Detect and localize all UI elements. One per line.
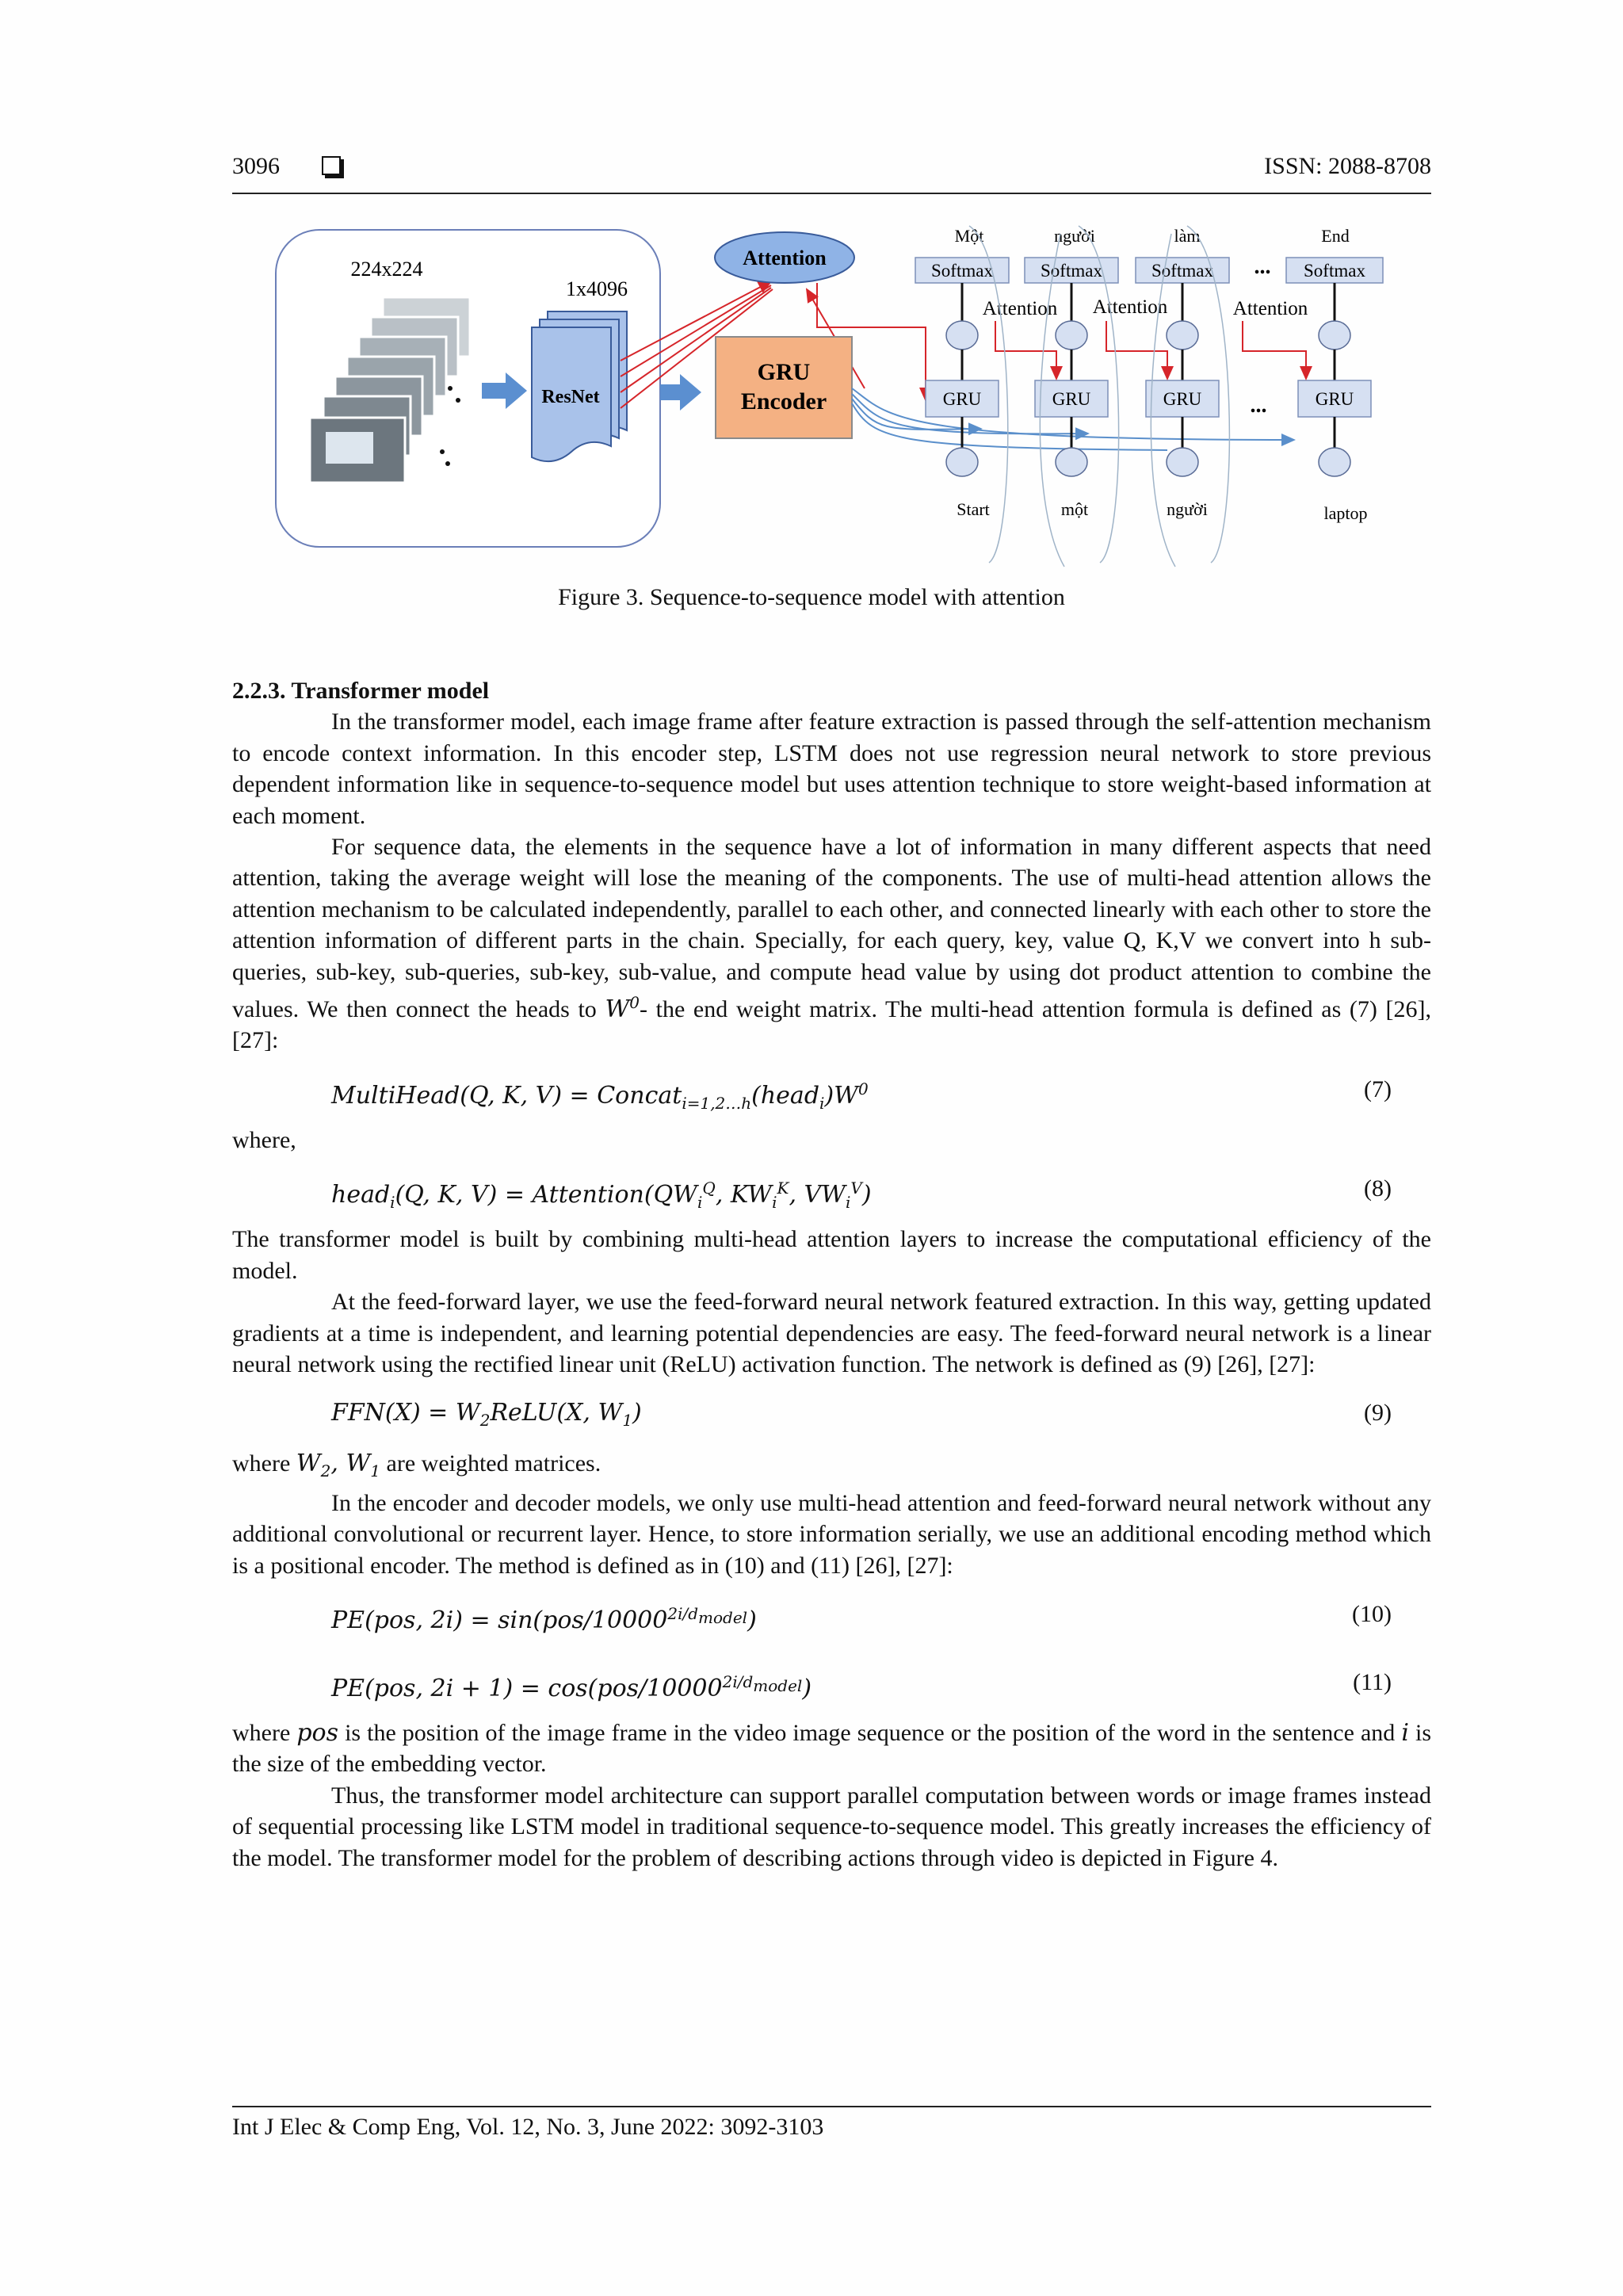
svg-text:End: End	[1321, 226, 1350, 246]
figure-caption: Figure 3. Sequence-to-sequence model with attention	[558, 584, 1065, 610]
equation-10: PE(pos, $2i) = \sin(pos/10000^{2i/d_{model}})$ (10)	[232, 1581, 1431, 1649]
attention-step-3: Attention	[1232, 298, 1308, 319]
page-footer: Int J Elec & Comp Eng, Vol. 12, No. 3, June 2022: 3092-3103	[232, 2106, 1431, 2141]
decoder-column-2	[1025, 226, 1118, 519]
page-number: 3096	[232, 153, 280, 179]
gru-encoder	[716, 337, 852, 438]
svg-text:GRU: GRU	[1315, 389, 1354, 409]
paragraph-3: The transformer model is built by combining multi-head attention layers to increase the computational efficiency of the model.	[232, 1226, 1431, 1284]
feature-size-label: 1x4096	[566, 277, 628, 300]
where-weights: where $W_2$, $W_1$ are weighted matrices.	[232, 1450, 601, 1481]
svg-text:GRU: GRU	[942, 389, 982, 409]
svg-text:Softmax: Softmax	[931, 261, 993, 281]
svg-text:người: người	[1054, 226, 1095, 246]
equation-number: (11)	[1353, 1668, 1392, 1695]
svg-text:Một: Một	[954, 226, 984, 246]
svg-text:làm: làm	[1174, 226, 1201, 246]
paragraph-4: At the feed-forward layer, we use the feed-forward neural network featured extraction. In this way, getting updated gradients at a time is independent, and learning potential dependencies are easy. The feed-forward neural network is a linear neural network using the rectified linear unit (ReLU) activation function. The network is defined as (9) [26], [27]:	[232, 1289, 1431, 1377]
svg-text:ResNet: ResNet	[541, 387, 600, 407]
section-heading: 2.2.3. Transformer model	[232, 678, 490, 704]
svg-text:Softmax: Softmax	[1151, 261, 1213, 281]
equation-11: PE(pos, $2i + 1) = \cos(pos/10000^{2i/d_{model}})$ (11)	[232, 1649, 1431, 1717]
svg-text:Softmax: Softmax	[1304, 261, 1365, 281]
svg-text:GRU: GRU	[1163, 389, 1202, 409]
svg-text:laptop: laptop	[1323, 503, 1368, 523]
paragraph-2: For sequence data, the elements in the sequence have a lot of information in many different aspects that need attention, taking the average weight will lose the meaning of the components. The use of multi-head attention allows the attention mechanism to be calculated independently, parallel to each other, and connected linearly with each other to store the attention information of different parts in the chain. Specially, for each query, key, value Q, K,V we convert into h sub-queries, sub-key, sub-queries, sub-key, sub-value, and compute head value by using dot product attention to combine the values. We then connect the heads to $W^0-$ the end weight matrix. The multi-head attention formula is defined as (7) [26], [27]:	[232, 834, 1431, 1054]
attention-step-1: Attention	[982, 298, 1058, 319]
issn: ISSN: 2088-8708	[1264, 153, 1431, 179]
where-label: where,	[232, 1126, 296, 1153]
section-body	[232, 675, 1431, 1874]
attention-label: Attention	[743, 246, 827, 269]
svg-text:GRU: GRU	[1052, 389, 1091, 409]
figure-3	[232, 210, 1431, 575]
equation-9: $FFN(X) = W_2ReLU(X$, $W_1$) (9)	[331, 1399, 1392, 1431]
equation-number: (7)	[1364, 1075, 1392, 1102]
equation-8: head$_i$(Q, K, $V) = Attention(QW_i^Q$, $KW_i^K$, $VW_i^V$) (8)	[232, 1156, 1431, 1224]
page-header	[232, 153, 1431, 194]
paragraph-5: In the encoder and decoder models, we only use multi-head attention and feed-forward neural network without any additional convolutional or recurrent layer. Hence, to store information serially, we use an additional encoding method which is a positional encoder. The method is defined as in (10) and (11) [26], [27]:	[232, 1489, 1431, 1579]
svg-text:một: một	[1060, 499, 1089, 519]
ellipsis-middle: ...	[1250, 393, 1267, 418]
paragraph-1: In the transformer model, each image frame after feature extraction is passed through the self-attention mechanism to encode context information. In this encoder step, LSTM does not use regression neural network to store previous dependent information like in sequence-to-sequence model but uses attention technique to store weight-based information at each moment.	[232, 709, 1431, 829]
svg-text:Start: Start	[957, 499, 990, 519]
equation-number: (8)	[1364, 1175, 1392, 1202]
equation-number: (9)	[1364, 1400, 1392, 1427]
equation-number: (10)	[1352, 1600, 1392, 1627]
checkbox-square-icon	[322, 156, 341, 175]
attention-step-2: Attention	[1092, 296, 1168, 318]
gru-encoder-line1: GRU	[757, 359, 811, 385]
equation-7: MultiHead(Q, K, $V) = Concat_{i=1,2\dots h}(head_i)W^0$ (7)	[232, 1056, 1431, 1125]
gru-encoder-line2: Encoder	[740, 388, 827, 415]
svg-text:người: người	[1167, 499, 1208, 519]
svg-text:Softmax: Softmax	[1041, 261, 1102, 281]
input-size-label: 224x224	[350, 258, 423, 281]
paragraph-6: where pos is the position of the image frame in the video image sequence or the position of the word in the sentence and i is the size of the embedding vector.	[232, 1718, 1432, 1778]
decoder-column-1	[915, 226, 1009, 519]
arrow-right-icon	[660, 374, 701, 411]
seq2seq-diagram	[232, 210, 1431, 575]
decoder-column-4	[1286, 226, 1383, 523]
ellipsis-top: ...	[1254, 254, 1271, 279]
paragraph-7: Thus, the transformer model architecture can support parallel computation between words or image frames instead of sequential processing like LSTM model in traditional sequence-to-sequence model. This greatly increases the efficiency of the model. The transformer model for the problem of describing actions through video is depicted in Figure 4.	[232, 1782, 1431, 1871]
decoder-column-3	[1136, 226, 1229, 519]
